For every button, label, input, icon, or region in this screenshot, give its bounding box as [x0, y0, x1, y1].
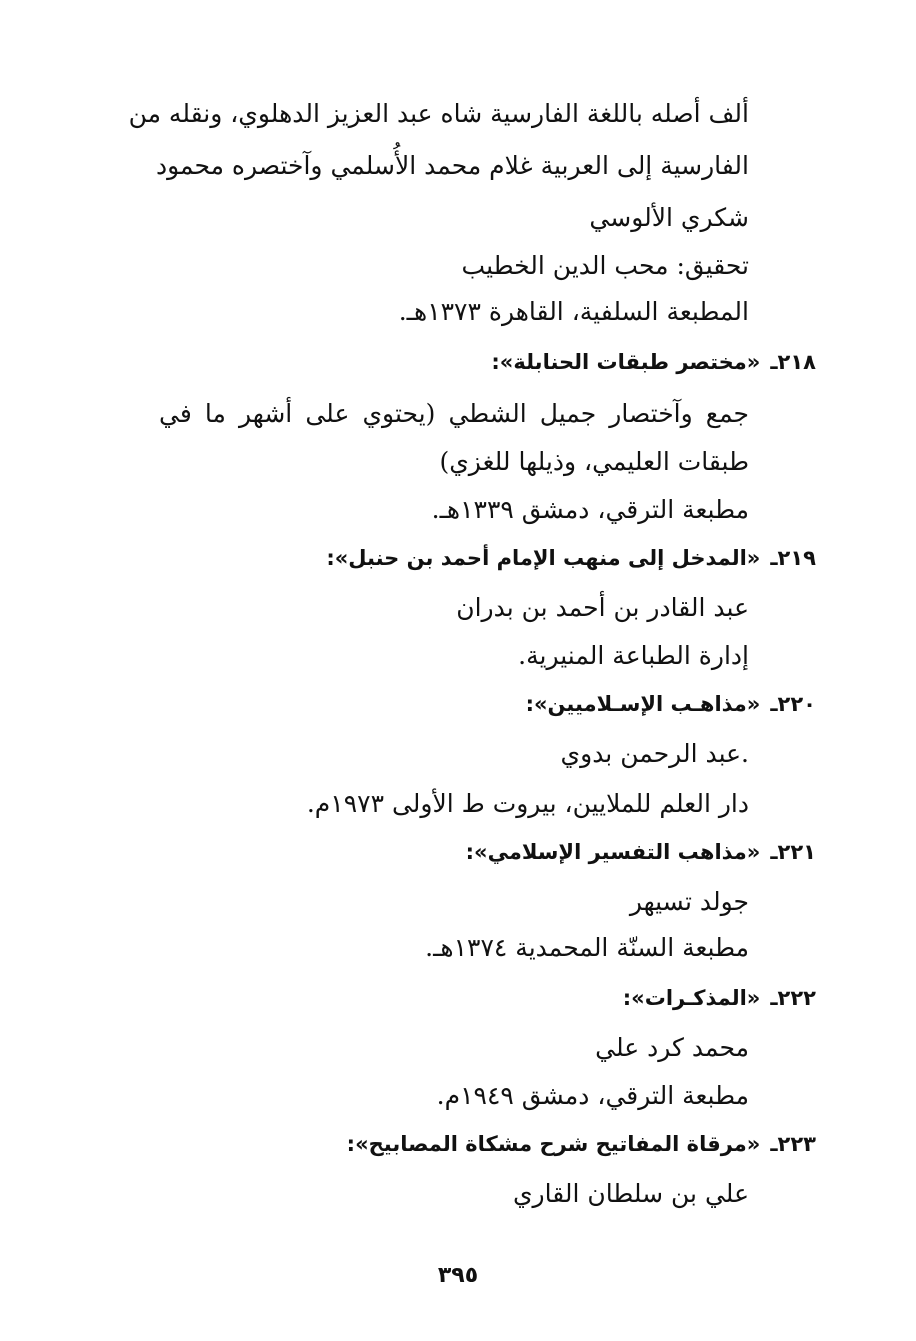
entry-line: إدارة الطباعة المنيرية.	[518, 641, 749, 670]
entry-line: طبقات العليمي، وذيلها للغزي)	[439, 447, 749, 476]
entry-heading	[623, 980, 816, 1016]
intro-line: المطبعة السلفية، القاهرة ١٣٧٣هـ.	[398, 297, 749, 326]
entry-title: «مذاهـب الإسـلاميين»:	[525, 692, 761, 716]
entry-number: ٢١٩ـ	[770, 546, 816, 570]
entry-title: «مذاهب التفسير الإسلامي»:	[465, 840, 761, 864]
entry-title: «المذكـرات»:	[622, 986, 761, 1010]
entry-heading	[347, 1126, 816, 1162]
entry-number: ٢٢٠ـ	[770, 692, 816, 716]
intro-line: ألف أصله باللغة الفارسية شاه عبد العزيز الدهلوي، ونقله من	[128, 99, 749, 128]
entry-heading	[526, 686, 816, 722]
entry-number: ٢٢٢ـ	[770, 986, 816, 1010]
entry-line: مطبعة السنّة المحمدية ١٣٧٤هـ.	[425, 933, 749, 962]
entry-line: علي بن سلطان القاري	[512, 1179, 749, 1208]
entry-line: جولد تسيهر	[629, 887, 749, 916]
entry-heading	[466, 834, 816, 870]
entry-title: «مرقاة المفاتيح شرح مشكاة المصابيح»:	[346, 1132, 761, 1156]
intro-line: الفارسية إلى العربية غلام محمد الأُسلمي وآختصره محمود	[155, 151, 749, 180]
entry-line: جمع وآختصار جميل الشطي (يحتوي على أشهر ما في	[159, 399, 749, 428]
entry-line: عبد القادر بن أحمد بن بدران	[456, 593, 749, 622]
entry-heading	[491, 344, 816, 380]
entry-title: «مختصر طبقات الحنابلة»:	[491, 350, 761, 374]
entry-heading	[326, 540, 816, 576]
entry-title: «المدخل إلى منهب الإمام أحمد بن حنبل»:	[326, 546, 761, 570]
entry-line: محمد كرد علي	[595, 1033, 749, 1062]
entry-line: .عبد الرحمن بدوي	[560, 739, 749, 768]
entry-number: ٢١٨ـ	[770, 350, 816, 374]
entry-number: ٢٢١ـ	[770, 840, 816, 864]
entry-line: مطبعة الترقي، دمشق ١٣٣٩هـ.	[431, 495, 749, 524]
entry-line: مطبعة الترقي، دمشق ١٩٤٩م.	[436, 1081, 749, 1110]
intro-line: تحقيق: محب الدين الخطيب	[461, 251, 749, 280]
intro-line: شكري الألوسي	[589, 203, 749, 232]
page-number: ٣٩٥	[437, 1263, 479, 1288]
entry-line: دار العلم للملايين، بيروت ط الأولى ١٩٧٣م.	[306, 789, 749, 818]
entry-number: ٢٢٣ـ	[770, 1132, 816, 1156]
